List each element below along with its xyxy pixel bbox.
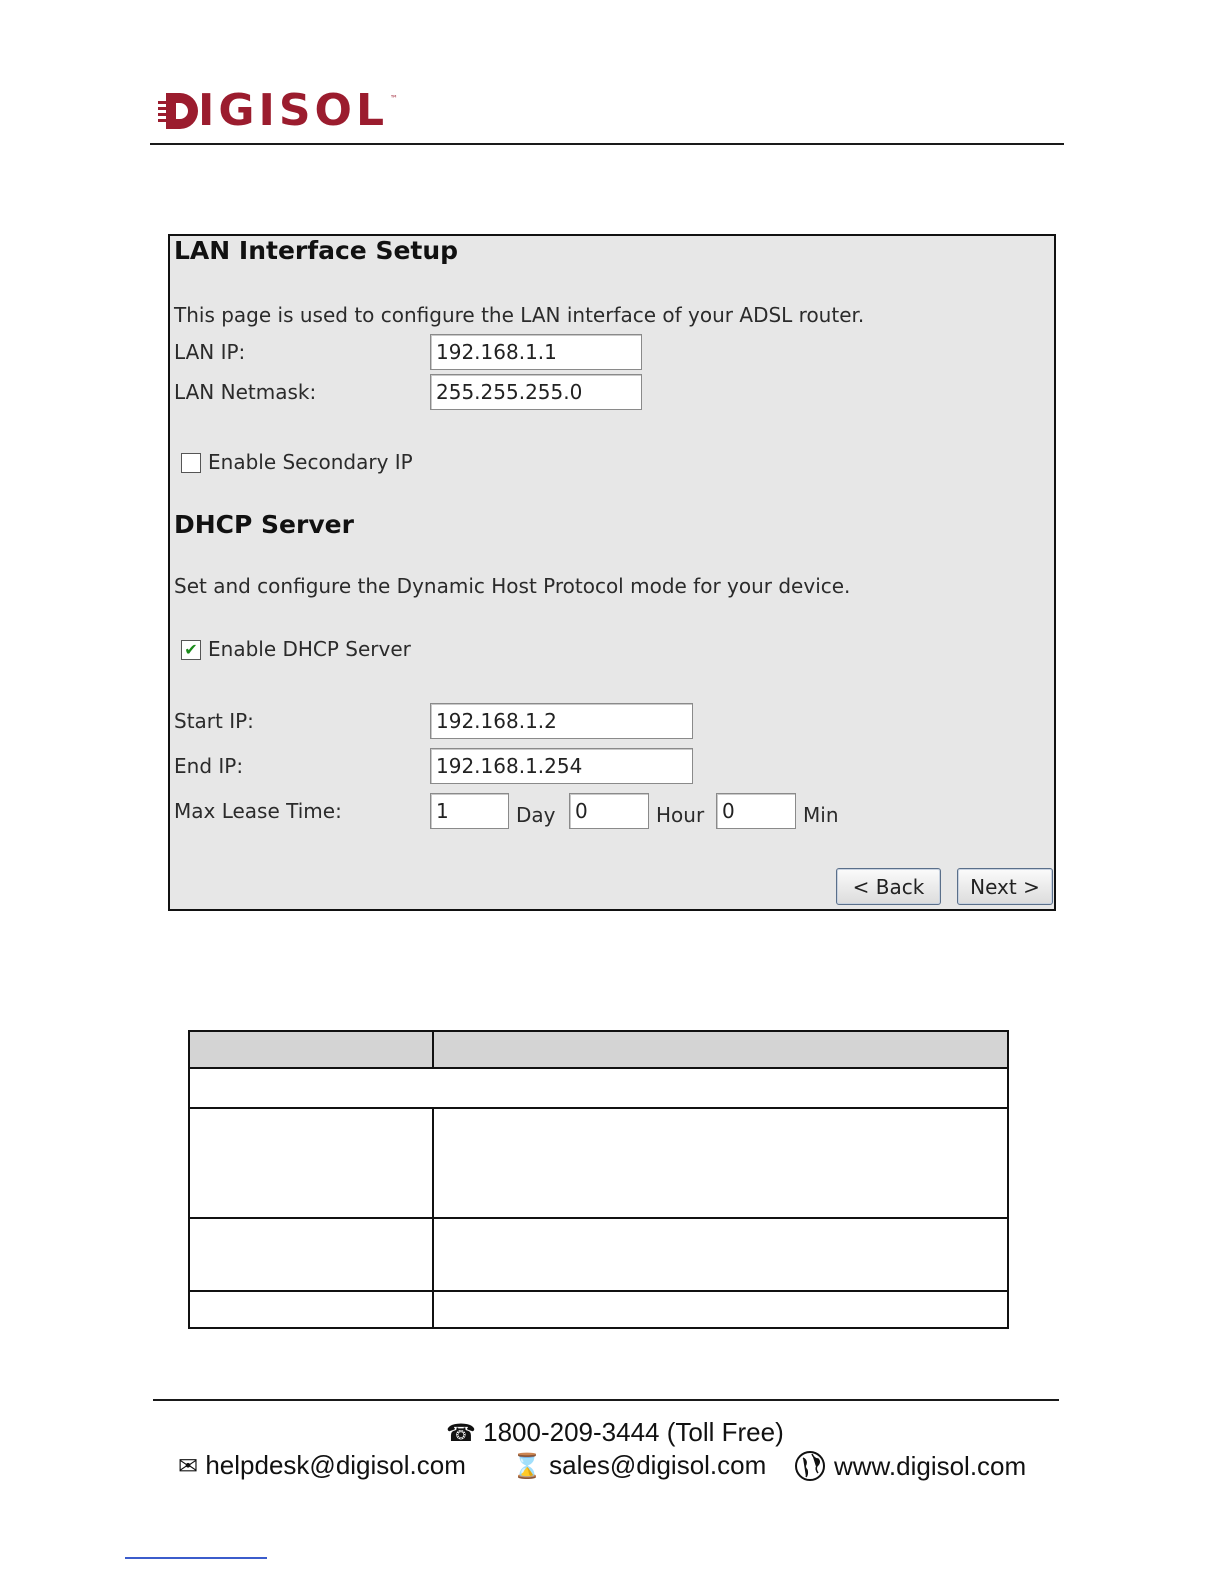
enable-dhcp-label: Enable DHCP Server xyxy=(208,637,411,661)
globe-icon xyxy=(794,1450,826,1482)
lease-day-unit: Day xyxy=(516,803,556,827)
table-row-divider xyxy=(190,1107,1007,1109)
logo-trademark: ™ xyxy=(390,94,398,103)
footer-sales xyxy=(512,1450,766,1481)
footer-phone xyxy=(446,1417,784,1448)
lan-ip-label: LAN IP: xyxy=(174,340,246,364)
table-row-divider xyxy=(190,1217,1007,1219)
secondary-ip-label: Enable Secondary IP xyxy=(208,450,413,474)
lan-netmask-label: LAN Netmask: xyxy=(174,380,317,404)
hyperlink-underline xyxy=(125,1557,267,1559)
lease-hour-input[interactable]: 0 xyxy=(569,793,649,829)
header-divider xyxy=(150,143,1064,145)
panel-description: This page is used to configure the LAN interface of your ADSL router. xyxy=(174,303,865,327)
start-ip-input[interactable]: 192.168.1.2 xyxy=(430,703,693,739)
enable-dhcp-checkbox[interactable] xyxy=(181,640,201,660)
panel-title: LAN Interface Setup xyxy=(174,236,459,265)
hourglass-icon: ⌛ xyxy=(512,1453,542,1480)
dhcp-description: Set and configure the Dynamic Host Protocol mode for your device. xyxy=(174,574,851,598)
website-link[interactable]: www.digisol.com xyxy=(834,1450,1027,1481)
lan-netmask-input[interactable]: 255.255.255.0 xyxy=(430,374,642,410)
settings-table xyxy=(188,1030,1009,1329)
next-button[interactable]: Next > xyxy=(957,868,1053,905)
secondary-ip-checkbox[interactable] xyxy=(181,453,201,473)
helpdesk-email[interactable]: helpdesk@digisol.com xyxy=(205,1450,466,1480)
table-row-divider xyxy=(190,1290,1007,1292)
lan-ip-input[interactable]: 192.168.1.1 xyxy=(430,334,642,370)
end-ip-label: End IP: xyxy=(174,754,244,778)
logo-d-mark-icon xyxy=(158,89,202,133)
phone-number: 1800-209-3444 (Toll Free) xyxy=(483,1417,784,1447)
logo-text: IGISOL xyxy=(198,85,388,136)
footer-helpdesk xyxy=(178,1450,466,1481)
lease-hour-unit: Hour xyxy=(656,803,705,827)
lease-min-input[interactable]: 0 xyxy=(716,793,796,829)
footer-divider xyxy=(153,1399,1059,1401)
dhcp-server-heading: DHCP Server xyxy=(174,510,354,539)
mail-icon: ✉ xyxy=(178,1453,199,1480)
back-button[interactable]: < Back xyxy=(836,868,941,905)
lease-min-unit: Min xyxy=(803,803,839,827)
max-lease-time-label: Max Lease Time: xyxy=(174,799,342,823)
checkmark-icon: ✔ xyxy=(184,640,198,659)
footer-website xyxy=(794,1450,1026,1482)
table-header-divider xyxy=(432,1032,434,1069)
digisol-logo xyxy=(158,85,398,136)
table-column-divider xyxy=(432,1107,434,1327)
lease-day-input[interactable]: 1 xyxy=(430,793,509,829)
sales-email[interactable]: sales@digisol.com xyxy=(549,1450,767,1480)
start-ip-label: Start IP: xyxy=(174,709,254,733)
table-header-row xyxy=(190,1032,1007,1069)
lan-interface-setup-panel xyxy=(168,234,1056,911)
end-ip-input[interactable]: 192.168.1.254 xyxy=(430,748,693,784)
phone-icon: ☎ xyxy=(446,1420,476,1447)
